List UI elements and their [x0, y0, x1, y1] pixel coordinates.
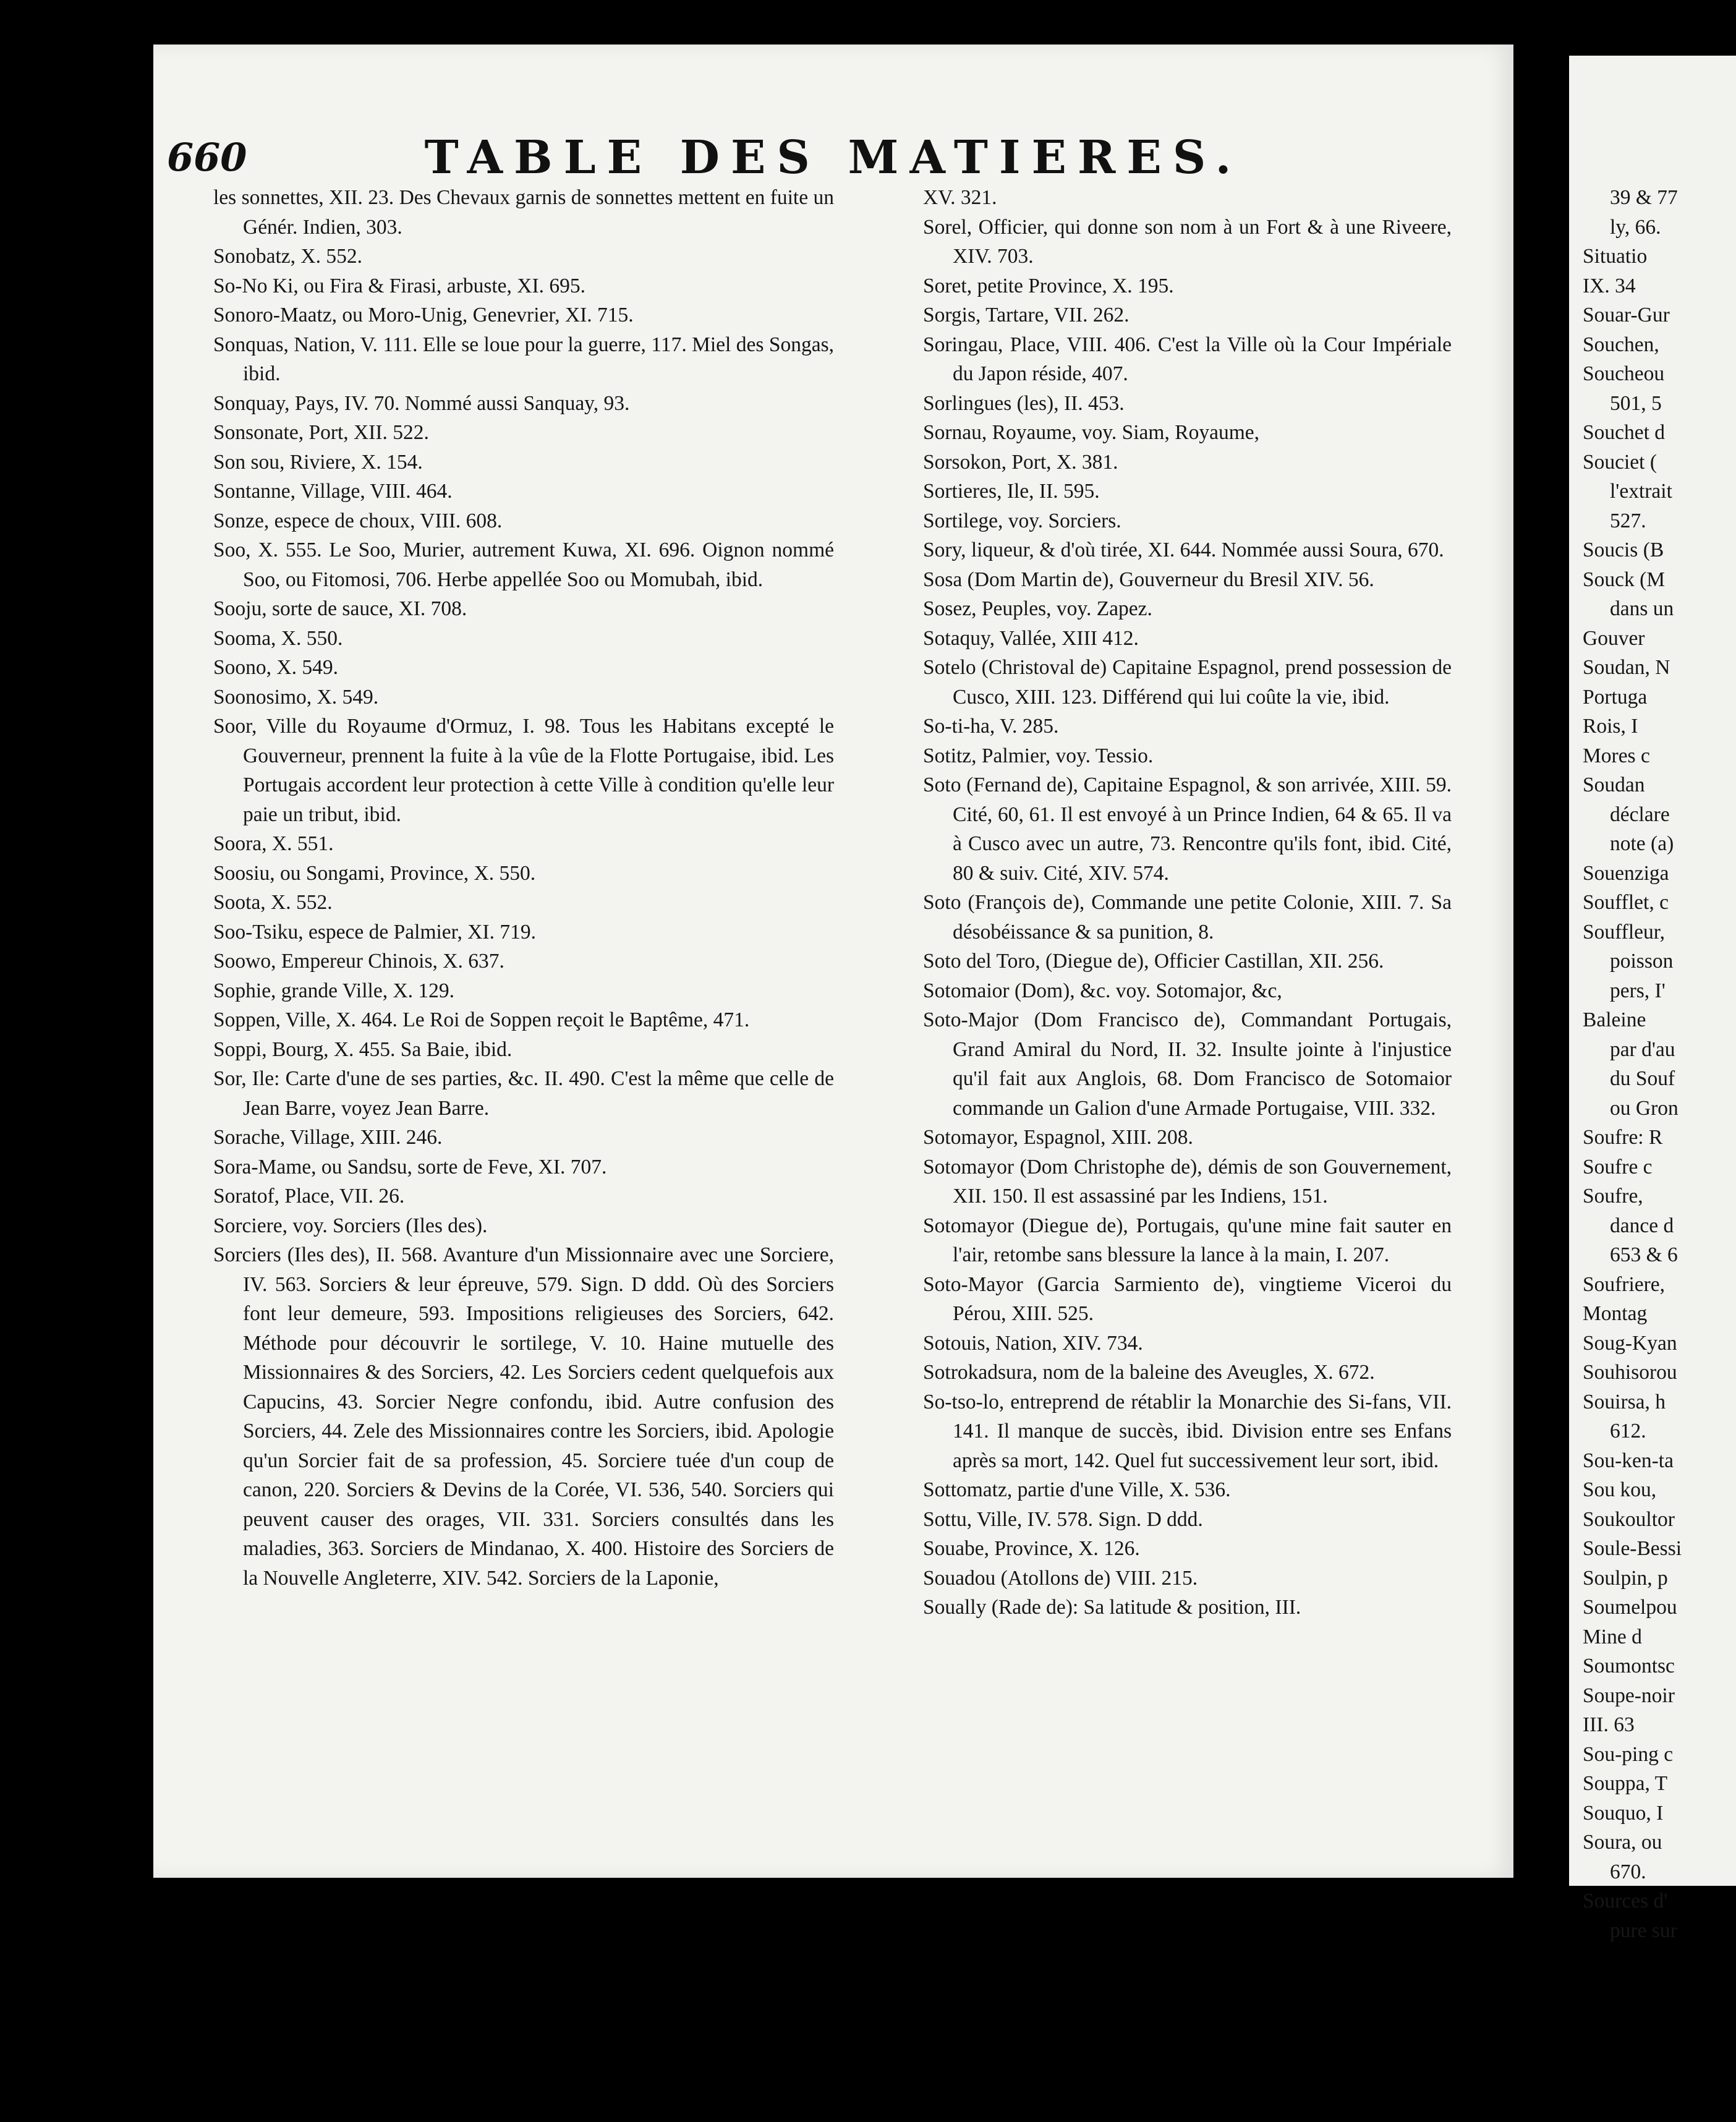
- index-entry: Sou kou,: [1583, 1478, 1657, 1501]
- index-entry: Souhisorou: [1583, 1361, 1677, 1384]
- index-entry: Souenziga: [1583, 861, 1669, 885]
- index-entry: Sosez, Peuples, voy. Zapez.: [923, 597, 1152, 620]
- index-entry: So-No Ki, ou Fira & Firasi, arbuste, XI. 695.: [213, 274, 586, 297]
- index-entry: Sotomayor (Dom Christophe de), démis de son Gouvernement, XII. 150. Il est assassiné par les Indiens, 151.: [923, 1155, 1452, 1208]
- index-entry: 653 & 6: [1610, 1243, 1678, 1266]
- index-entry: Souffleur,: [1583, 920, 1665, 944]
- index-entry: du Souf: [1610, 1067, 1675, 1090]
- index-entry: Soufre: R: [1583, 1126, 1663, 1149]
- index-entry: Soto-Major (Dom Francisco de), Commandant Portugais, Grand Amiral du Nord, II. 32. Insulte jointe à l'injustice qu'il fait aux Anglois, 68. Dom Francisco de Sotomaior commande un Galion d'une Armade Portugaise, VIII. 332.: [923, 1008, 1452, 1120]
- index-entry: l'extrait: [1610, 480, 1672, 503]
- index-entry: Sonze, espece de choux, VIII. 608.: [213, 509, 503, 532]
- index-entry: So-tso-lo, entreprend de rétablir la Monarchie des Si-fans, VII. 141. Il manque de succès, ibid. Division entre ses Enfans après sa mort, 142. Quel fut successivement leur sort, ibid.: [923, 1390, 1452, 1472]
- index-entry: Souirsa, h: [1583, 1390, 1666, 1413]
- index-entry: Sorciere, voy. Sorciers (Iles des).: [213, 1214, 488, 1237]
- index-entry: Soringau, Place, VIII. 406. C'est la Ville où la Cour Impériale du Japon réside, 407.: [923, 333, 1452, 385]
- index-entry: poisson: [1610, 950, 1674, 973]
- index-entry: Soora, X. 551.: [213, 832, 334, 855]
- index-entry: note (a): [1610, 832, 1674, 855]
- index-entry: Soukoultor: [1583, 1507, 1675, 1531]
- index-entry: Soor, Ville du Royaume d'Ormuz, I. 98. Tous les Habitans excepté le Gouverneur, prennent la fuite à la vûe de la Flotte Portugaise, ibid. Les Portugais accordent leur protection à cette Ville à condition qu'elle leur paie un tribut, ibid.: [213, 715, 834, 826]
- index-column-left: [213, 183, 834, 1593]
- index-column-right: [923, 183, 1452, 1622]
- index-entry: déclare: [1610, 803, 1670, 826]
- index-entry: Sorgis, Tartare, VII. 262.: [923, 304, 1130, 326]
- index-entry: Sotomayor (Diegue de), Portugais, qu'une mine fait sauter en l'air, retombe sans blessure la lance à la main, I. 207.: [923, 1214, 1452, 1266]
- index-entry: Souquo, I: [1583, 1801, 1664, 1825]
- index-entry: Sory, liqueur, & d'où tirée, XI. 644. Nommée aussi Soura, 670.: [923, 539, 1444, 561]
- index-entry: 612.: [1610, 1420, 1646, 1442]
- index-entry: Sottomatz, partie d'une Ville, X. 536.: [923, 1478, 1231, 1501]
- facing-page-fragment-column: [1583, 183, 1736, 1945]
- index-entry: Sotomayor, Espagnol, XIII. 208.: [923, 1126, 1193, 1149]
- index-entry: Sorlingues (les), II. 453.: [923, 391, 1125, 415]
- index-entry: Souchen,: [1583, 333, 1659, 356]
- index-entry: IX. 34: [1583, 274, 1636, 297]
- index-entry: Soucheou: [1583, 362, 1665, 385]
- index-entry: Sorel, Officier, qui donne son nom à un Fort & à une Riveere, XIV. 703.: [923, 215, 1452, 268]
- index-entry: pers, I': [1610, 979, 1666, 1002]
- index-entry: Rois, I: [1583, 715, 1638, 738]
- index-entry: Sorsokon, Port, X. 381.: [923, 450, 1118, 474]
- index-entry: 501, 5: [1610, 391, 1662, 415]
- index-entry: Sotelo (Christoval de) Capitaine Espagnol, prend possession de Cusco, XIII. 123. Différend qui lui coûte la vie, ibid.: [923, 656, 1452, 709]
- index-entry: Sortilege, voy. Sorciers.: [923, 509, 1121, 532]
- index-entry: 670.: [1610, 1860, 1646, 1883]
- index-entry: Sorache, Village, XIII. 246.: [213, 1126, 443, 1149]
- index-entry: Soudan: [1583, 773, 1645, 796]
- index-entry: Soto (François de), Commande une petite Colonie, XIII. 7. Sa désobéissance & sa punition, 8.: [923, 891, 1452, 944]
- index-entry: Soo-Tsiku, espece de Palmier, XI. 719.: [213, 920, 536, 944]
- index-entry: Soura, ou: [1583, 1831, 1662, 1854]
- index-entry: Souar-Gur: [1583, 304, 1670, 326]
- index-entry: Gouver: [1583, 626, 1645, 650]
- index-entry: les sonnettes, XII. 23. Des Chevaux garnis de sonnettes mettent en fuite un Génér. Indien, 303.: [213, 186, 834, 239]
- index-entry: Soufre,: [1583, 1185, 1643, 1208]
- index-entry: 39 & 77: [1610, 186, 1678, 209]
- index-entry: Sooju, sorte de sauce, XI. 708.: [213, 597, 467, 620]
- index-entry: Soonosimo, X. 549.: [213, 685, 379, 709]
- index-entry: Sonquay, Pays, IV. 70. Nommé aussi Sanquay, 93.: [213, 391, 630, 415]
- index-entry: Souadou (Atollons de) VIII. 215.: [923, 1566, 1198, 1590]
- index-entry: Soto del Toro, (Diegue de), Officier Castillan, XII. 256.: [923, 950, 1384, 973]
- index-entry: dance d: [1610, 1214, 1674, 1237]
- index-entry: Soratof, Place, VII. 26.: [213, 1185, 405, 1208]
- index-entry: Sonobatz, X. 552.: [213, 245, 362, 268]
- index-entry: Soo, X. 555. Le Soo, Murier, autrement Kuwa, XI. 696. Oignon nommé Soo, ou Fitomosi, 706. Herbe appellée Soo ou Momubah, ibid.: [213, 539, 834, 591]
- index-entry: ly, 66.: [1610, 215, 1661, 239]
- index-entry: Sotrokadsura, nom de la baleine des Aveugles, X. 672.: [923, 1361, 1375, 1384]
- index-entry: Sottu, Ville, IV. 578. Sign. D ddd.: [923, 1507, 1203, 1531]
- index-entry: Soufre c: [1583, 1155, 1653, 1178]
- index-entry: Soug-Kyan: [1583, 1331, 1677, 1355]
- index-entry: Montag: [1583, 1302, 1648, 1325]
- index-entry: Sotaquy, Vallée, XIII 412.: [923, 626, 1139, 650]
- index-entry: Soulpin, p: [1583, 1566, 1668, 1590]
- index-entry: Mine d: [1583, 1625, 1642, 1648]
- index-entry: Sora-Mame, ou Sandsu, sorte de Feve, XI. 707.: [213, 1155, 607, 1178]
- index-entry: Soppi, Bourg, X. 455. Sa Baie, ibid.: [213, 1038, 513, 1061]
- index-entry: Sonsonate, Port, XII. 522.: [213, 421, 429, 444]
- index-entry: Soono, X. 549.: [213, 656, 338, 679]
- index-entry: 527.: [1610, 509, 1646, 532]
- index-entry: Soucis (B: [1583, 539, 1664, 561]
- index-entry: Souabe, Province, X. 126.: [923, 1537, 1140, 1560]
- index-entry: Sor, Ile: Carte d'une de ses parties, &c. II. 490. C'est la même que celle de Jean Barre, voyez Jean Barre.: [213, 1067, 834, 1120]
- index-entry: Soto-Mayor (Garcia Sarmiento de), vingtieme Viceroi du Pérou, XIII. 525.: [923, 1272, 1452, 1325]
- index-entry: Soumelpou: [1583, 1596, 1677, 1619]
- index-entry: Soppen, Ville, X. 464. Le Roi de Soppen reçoit le Baptême, 471.: [213, 1008, 750, 1031]
- index-entry: Soto (Fernand de), Capitaine Espagnol, & son arrivée, XIII. 59. Cité, 60, 61. Il est envoyé à un Prince Indien, 64 & 65. Il va à Cusco avec un autre, 73. Rencontre qu'ils font, ibid. Cité, 80 & suiv. Cité, XIV. 574.: [923, 773, 1452, 885]
- page-header: [153, 131, 1513, 187]
- index-entry: Sotitz, Palmier, voy. Tessio.: [923, 744, 1154, 767]
- index-entry: Souciet (: [1583, 450, 1657, 474]
- index-entry: Sotouis, Nation, XIV. 734.: [923, 1331, 1143, 1355]
- index-entry: Sou-ping c: [1583, 1742, 1674, 1766]
- index-entry: Soota, X. 552.: [213, 891, 333, 914]
- index-entry: Sources d': [1583, 1890, 1668, 1912]
- index-entry: par d'au: [1610, 1038, 1675, 1061]
- index-entry: Soufflet, c: [1583, 891, 1669, 914]
- index-entry: Souchet d: [1583, 421, 1666, 444]
- index-entry: Sophie, grande Ville, X. 129.: [213, 979, 455, 1002]
- index-entry: pure sur: [1610, 1919, 1677, 1942]
- index-entry: Sooma, X. 550.: [213, 626, 343, 650]
- index-entry: Soumontsc: [1583, 1655, 1675, 1677]
- index-entry: Sontanne, Village, VIII. 464.: [213, 480, 453, 503]
- index-entry: XV. 321.: [923, 186, 997, 209]
- index-entry: Soosiu, ou Songami, Province, X. 550.: [213, 861, 536, 885]
- index-entry: III. 63: [1583, 1713, 1635, 1736]
- index-entry: Baleine: [1583, 1008, 1646, 1031]
- index-entry: Soret, petite Province, X. 195.: [923, 274, 1174, 297]
- index-entry: Souppa, T: [1583, 1772, 1668, 1795]
- index-entry: dans un: [1610, 597, 1674, 620]
- index-entry: Sotomaior (Dom), &c. voy. Sotomajor, &c,: [923, 979, 1282, 1002]
- index-entry: Sonoro-Maatz, ou Moro-Unig, Genevrier, XI. 715.: [213, 304, 634, 326]
- index-entry: So-ti-ha, V. 285.: [923, 715, 1059, 738]
- running-title: TABLE DES MATIERES.: [424, 131, 1243, 184]
- index-entry: Soupe-noir: [1583, 1684, 1675, 1707]
- index-entry: Sosa (Dom Martin de), Gouverneur du Bresil XIV. 56.: [923, 568, 1374, 591]
- index-entry: Sou-ken-ta: [1583, 1449, 1674, 1472]
- index-entry: Soudan, N: [1583, 656, 1670, 679]
- index-entry: Souck (M: [1583, 568, 1666, 591]
- index-entry: Situatio: [1583, 245, 1648, 268]
- index-entry: Sornau, Royaume, voy. Siam, Royaume,: [923, 421, 1259, 444]
- index-entry: Portuga: [1583, 685, 1648, 709]
- index-entry: Sonquas, Nation, V. 111. Elle se loue pour la guerre, 117. Miel des Songas, ibid.: [213, 333, 834, 385]
- index-entry: Soufriere,: [1583, 1272, 1666, 1296]
- index-entry: Soowo, Empereur Chinois, X. 637.: [213, 950, 504, 973]
- index-entry: Son sou, Riviere, X. 154.: [213, 450, 423, 474]
- index-entry: Sorciers (Iles des), II. 568. Avanture d'un Missionnaire avec une Sorciere, IV. 563. Sorciers & leur épreuve, 579. Sign. D ddd. Où des Sorciers font leur demeure, 593. Impositions religieuses des Sorciers, 642. Méthode pour découvrir le sortilege, V. 10. Haine mutuelle des Missionnaires & des Sorciers, 42. Les Sorciers cedent quelquefois aux Capucins, 43. Sorcier Negre confondu, ibid. Autre confusion des Sorciers, 44. Zele des Missionnaires contre les Sorciers, ibid. Apologie qu'un Sorcier fait de sa profession, 45. Sorciere tuée d'un coup de canon, 220. Sorciers & Devins de la Corée, VI. 536, 540. Sorciers qui peuvent causer des orages, VII. 331. Sorciers consultés dans les maladies, 363. Sorciers de Mindanao, X. 400. Histoire des Sorciers de la Nouvelle Angleterre, XIV. 542. Sorciers de la Laponie,: [213, 1243, 834, 1590]
- index-entry: Mores c: [1583, 744, 1650, 767]
- index-entry: Soule-Bessi: [1583, 1537, 1682, 1560]
- index-entry: Sortieres, Ile, II. 595.: [923, 480, 1100, 503]
- index-entry: ou Gron: [1610, 1096, 1679, 1120]
- page-number: 660: [167, 135, 247, 180]
- index-entry: Soually (Rade de): Sa latitude & position, III.: [923, 1596, 1301, 1619]
